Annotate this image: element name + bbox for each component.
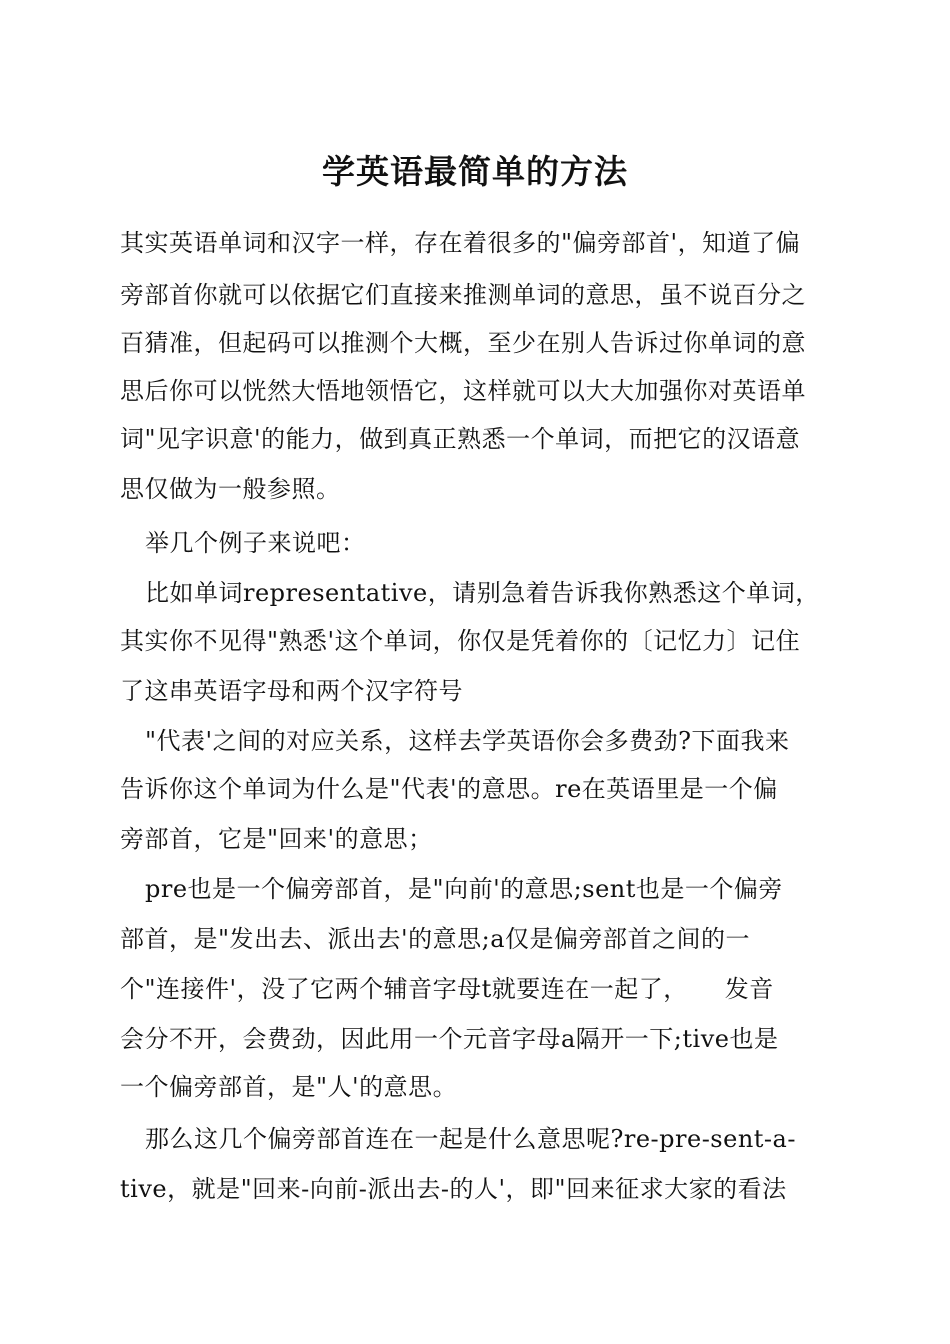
paragraph-line: pre也是一个偏旁部首，是"向前'的意思;sent也是一个偏旁 xyxy=(145,875,783,903)
paragraph-line: 旁部首你就可以依据它们直接来推测单词的意思，虽不说百分之 xyxy=(120,281,806,309)
paragraph-line: 百猜准，但起码可以推测个大概，至少在别人告诉过你单词的意 xyxy=(120,329,806,357)
paragraph-line: 旁部首，它是"回来'的意思； xyxy=(120,825,433,853)
paragraph-line: 词"见字识意'的能力，做到真正熟悉一个单词，而把它的汉语意 xyxy=(120,425,801,453)
document-title: 学英语最简单的方法 xyxy=(322,152,628,191)
paragraph-line: 告诉你这个单词为什么是"代表'的意思。re在英语里是一个偏 xyxy=(120,775,778,803)
paragraph-line: 会分不开，会费劲，因此用一个元音字母a隔开一下;tive也是 xyxy=(120,1025,779,1053)
paragraph-line: 个"连接件'，没了它两个辅音字母t就要连在一起了， 发音 xyxy=(120,975,774,1003)
paragraph-line: 思后你可以恍然大悟地领悟它，这样就可以大大加强你对英语单 xyxy=(120,377,806,405)
paragraph-line: 其实你不见得"熟悉'这个单词，你仅是凭着你的〔记忆力〕记住 xyxy=(120,627,801,655)
paragraph-line: 思仅做为一般参照。 xyxy=(120,475,341,503)
paragraph-line: 了这串英语字母和两个汉字符号 xyxy=(120,677,463,705)
paragraph-line: 部首，是"发出去、派出去'的意思;a仅是偏旁部首之间的一 xyxy=(120,925,751,953)
paragraph-line: "代表'之间的对应关系，这样去学英语你会多费劲?下面我来 xyxy=(145,727,790,755)
paragraph-line: 比如单词representative，请别急着告诉我你熟悉这个单词， xyxy=(145,579,820,607)
paragraph-line: 举几个例子来说吧： xyxy=(145,529,366,557)
paragraph-line: 那么这几个偏旁部首连在一起是什么意思呢?re-pre-sent-a- xyxy=(145,1125,796,1153)
paragraph-line: 其实英语单词和汉字一样，存在着很多的"偏旁部首'，知道了偏 xyxy=(120,229,801,257)
paragraph-line: 一个偏旁部首，是"人'的意思。 xyxy=(120,1073,458,1101)
paragraph-line: tive，就是"回来-向前-派出去-的人'，即"回来征求大家的看法 xyxy=(120,1175,787,1203)
